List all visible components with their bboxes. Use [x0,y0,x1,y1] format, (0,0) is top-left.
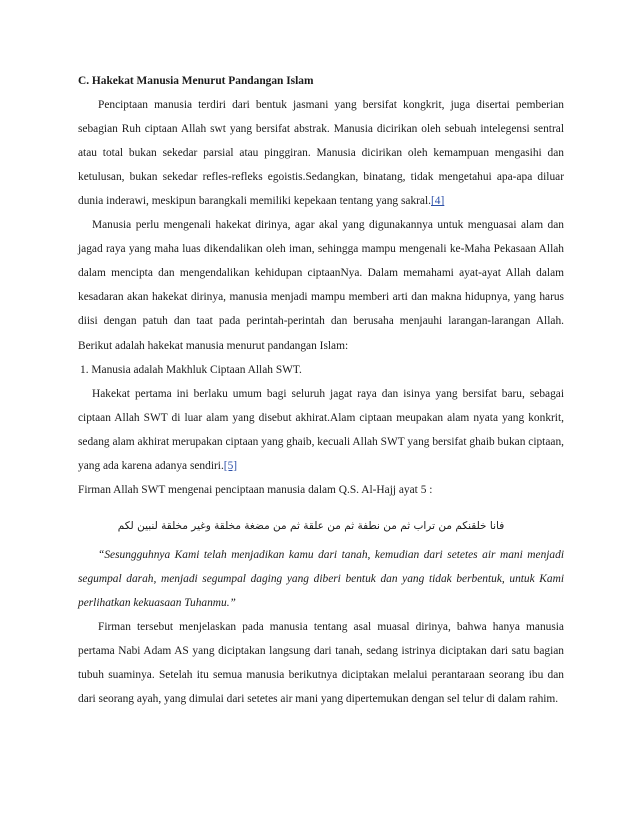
paragraph-hakekat-diri: Manusia perlu mengenali hakekat dirinya, agar akal yang digunakannya untuk menguasai alam dan jagad raya yang maha luas dikendalikan oleh iman, sehingga mampu mengenali ke-Maha Pekasaan Allah dalam mencipta dan mengendalikan kehidupan ciptaanNya. Dalam memahami ayat-ayat Allah dalam kesadaran akan hakekat dirinya, manusia menjadi mampu memberi arti dan makna hidupnya, yang harus diisi dengan patuh dan taat pada perintah-perintah dan berusaha menjauhi larangan-larangan Allah. Berikut adalah hakekat manusia menurut pandangan Islam: [78,219,564,352]
footnote-link-4[interactable]: [4] [431,195,445,208]
section-heading: C. Hakekat Manusia Menurut Pandangan Islam [78,75,314,87]
firman-intro: Firman Allah SWT mengenai penciptaan manusia dalam Q.S. Al-Hajj ayat 5 : [78,483,433,496]
paragraph-penjelasan: Firman tersebut menjelaskan pada manusia tentang asal muasal dirinya, bahwa hanya manusia pertama Nabi Adam AS yang diciptakan langsung dari tanah, sedang istrinya diciptakan dari satu bagian tubuh suaminya. Setelah itu semua manusia berikutnya diciptakan melalui perantaraan seorang ibu dan dari seorang ayah, yang dimulai dari setetes air mani yang dipertemukan dengan sel telur di dalam rahim. [78,621,564,706]
list-item-makhluk-ciptaan: 1. Manusia adalah Makhluk Ciptaan Allah SWT. [80,363,302,376]
footnote-link-5[interactable]: [5] [223,459,238,472]
paragraph-text: Hakekat pertama ini berlaku umum bagi seluruh jagat raya dan isinya yang bersifat baru, sebagai ciptaan Allah SWT di luar alam yang disebut akhirat.Alam ciptaan meupakan alam nyata yang konkrit, sedang alam akhirat merupakan ciptaan yang ghaib, kecuali Allah SWT yang bersifat ghaib bukan ciptaan, yang ada karena adanya sendiri. [78,387,564,472]
paragraph-hakekat-pertama [78,382,564,478]
paragraph-penciptaan [78,93,564,213]
verse-translation: “Sesungguhnya Kami telah menjadikan kamu dari tanah, kemudian dari setetes air mani menjadi segumpal darah, menjadi segumpal daging yang diberi bentuk dan yang tidak berbentuk, untuk Kami perlihatkan kekuasaan Tuhanmu.” [78,548,564,609]
paragraph-text: Penciptaan manusia terdiri dari bentuk jasmani yang bersifat kongkrit, juga disertai pemberian sebagian Ruh ciptaan Allah swt yang bersifat abstrak. Manusia dicirikan oleh sebuah intelegensi sentral atau total bukan sekedar parsial atau pinggiran. Manusia dicirikan oleh kemampuan mengasihi dan ketulusan, bukan sekedar refles-refleks egoistis.Sedangkan, binatang, tidak mengetahui apa-apa diluar dunia inderawi, meskipun barangkali memiliki kepekaan tentang yang sakral. [78,99,564,208]
arabic-verse: فانا خلقنكم من تراب ثم من نطفة ثم من علقة ثم من مضغة مخلقة وغير مخلقة لنبين لكم [117,519,505,532]
document-page [78,66,564,711]
